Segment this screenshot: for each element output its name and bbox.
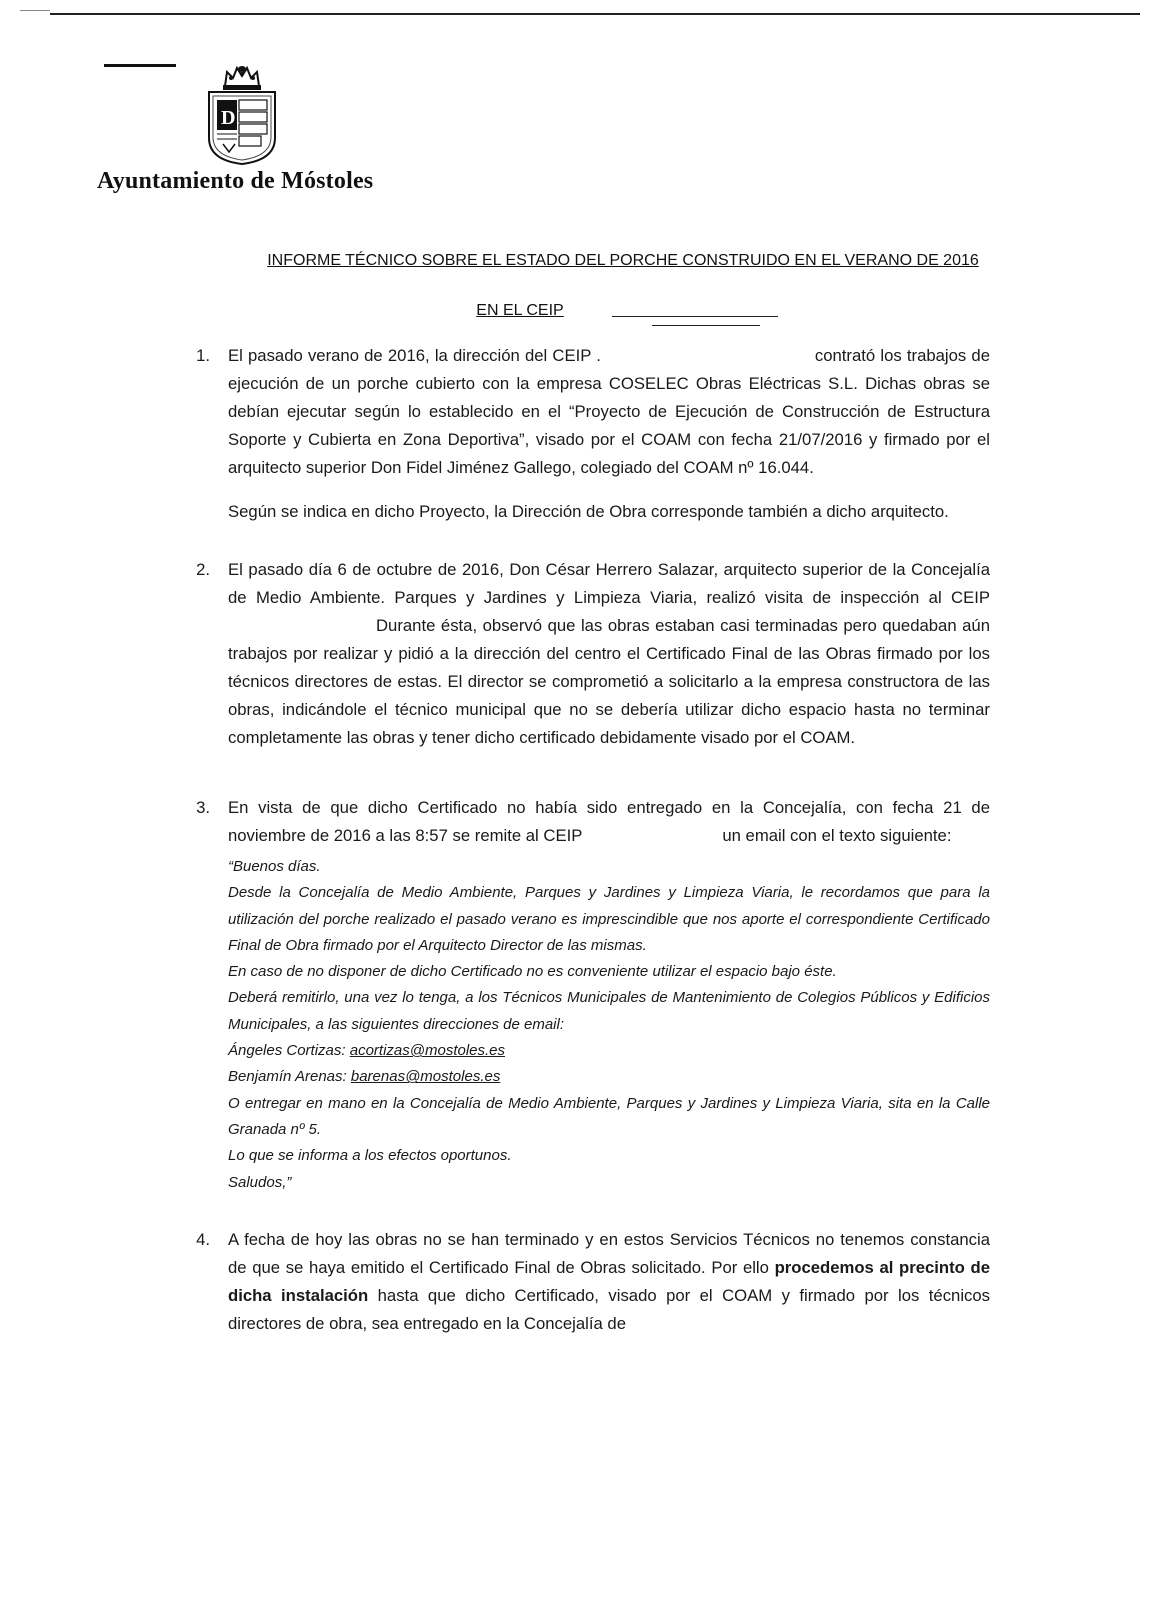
organization-name: Ayuntamiento de Móstoles <box>97 168 374 194</box>
scan-top-rule <box>50 13 1140 15</box>
email-contact <box>228 1038 990 1064</box>
item-number: 4. <box>196 1229 210 1249</box>
item-paragraph <box>228 794 990 850</box>
item-paragraph <box>228 1226 990 1338</box>
item-text: Durante ésta, observó que las obras estaban casi terminadas pero quedaban aún trabajos por realizar y pidió a la dirección del centro el Certificado Final de las Obras firmado por los técnicos directores de estas. El director se comprometió a solicitarlo a la empresa constructora de las obras, indicándole el técnico municipal que no se debería utilizar dicho espacio hasta no terminar completamente las obras y tener dicho certificado debidamente visado por el COAM. <box>228 616 990 747</box>
scan-margin-mark <box>104 64 176 67</box>
report-title: INFORME TÉCNICO SOBRE EL ESTADO DEL PORCHE CONSTRUIDO EN EL VERANO DE 2016 <box>267 252 979 269</box>
item-paragraph: Según se indica en dicho Proyecto, la Dirección de Obra corresponde también a dicho arquitecto. <box>228 502 949 521</box>
email-line: Desde la Concejalía de Medio Ambiente, Parques y Jardines y Limpieza Viaria, le recordamos que para la utilización del porche realizado el pasado verano es imprescindible que nos aporte el correspondiente Certificado Final de Obra firmado por el Arquitecto Director de las mismas. <box>228 884 990 954</box>
redacted-blank-line <box>612 316 778 317</box>
email-link[interactable]: acortizas@mostoles.es <box>349 1042 506 1060</box>
email-line: En caso de no disponer de dicho Certificado no es conveniente utilizar el espacio bajo éste. <box>228 963 837 981</box>
municipal-crest-icon <box>203 60 281 168</box>
list-item <box>190 556 990 752</box>
svg-text:D: D <box>221 107 236 129</box>
item-paragraph <box>228 556 990 752</box>
item-number: 3. <box>196 798 210 817</box>
email-line: “Buenos días. <box>228 858 321 875</box>
list-item <box>190 1226 990 1338</box>
redacted-blank-line <box>652 325 760 326</box>
contact-name: Benjamín Arenas: <box>228 1068 347 1086</box>
item-text: A fecha de hoy las obras no se han terminado y en estos Servicios Técnicos no tenemos constancia de que se haya emitido el Certificado Final de Obras solicitado. Por ello <box>228 1229 990 1277</box>
item-number: 2. <box>196 560 210 579</box>
item-text: El pasado día 6 de octubre de 2016, Don César Herrero Salazar, arquitecto superior de la Concejalía de Medio Ambiente. Parques y Jardines y Limpieza Viaria, realizó visita de inspección al CEIP <box>228 560 990 607</box>
quoted-email <box>228 854 990 1196</box>
item-text-bold: procedemos al precinto de dicha instalación <box>228 1257 990 1305</box>
email-line: Saludos,” <box>228 1173 292 1191</box>
email-contact <box>228 1064 990 1090</box>
email-line: Lo que se informa a los efectos oportunos. <box>228 1147 512 1165</box>
item-text: En vista de que dicho Certificado no había sido entregado en la Concejalía, con fecha 21 de noviembre de 2016 a las 8:57 se remite al CEIP <box>228 798 990 845</box>
item-text: contrató los trabajos de ejecución de un porche cubierto con la empresa COSELEC Obras Eléctricas S.L. Dichas obras se debían ejecutar según lo establecido en el “Proyecto de Ejecución de Construcción de Estructura Soporte y Cubierta en Zona Deportiva”, visado por el COAM con fecha 21/07/2016 y firmado por el arquitecto superior Don Fidel Jiménez Gallego, colegiado del COAM nº 16.044. <box>228 346 990 477</box>
report-items <box>190 342 990 1338</box>
email-link[interactable]: barenas@mostoles.es <box>350 1068 501 1086</box>
item-text: un email con el texto siguiente: <box>722 826 952 845</box>
item-text: hasta que dicho Certificado, visado por el COAM y firmado por los técnicos directores de obra, sea entregado en la Concejalía de <box>228 1285 991 1333</box>
item-number: 1. <box>196 346 210 365</box>
list-item <box>190 794 990 1196</box>
contact-name: Ángeles Cortizas: <box>228 1042 346 1060</box>
scan-top-rule-short <box>20 10 50 11</box>
report-subtitle: EN EL CEIP <box>476 302 564 319</box>
item-text: El pasado verano de 2016, la dirección del CEIP . <box>228 346 601 365</box>
list-item <box>190 342 990 526</box>
email-line: O entregar en mano en la Concejalía de Medio Ambiente, Parques y Jardines y Limpieza Viaria, sita en la Calle Granada nº 5. <box>228 1094 990 1138</box>
item-paragraph <box>228 342 990 482</box>
email-line: Deberá remitirlo, una vez lo tenga, a los Técnicos Municipales de Mantenimiento de Colegios Públicos y Edificios Municipales, a las siguientes direcciones de email: <box>228 989 990 1033</box>
